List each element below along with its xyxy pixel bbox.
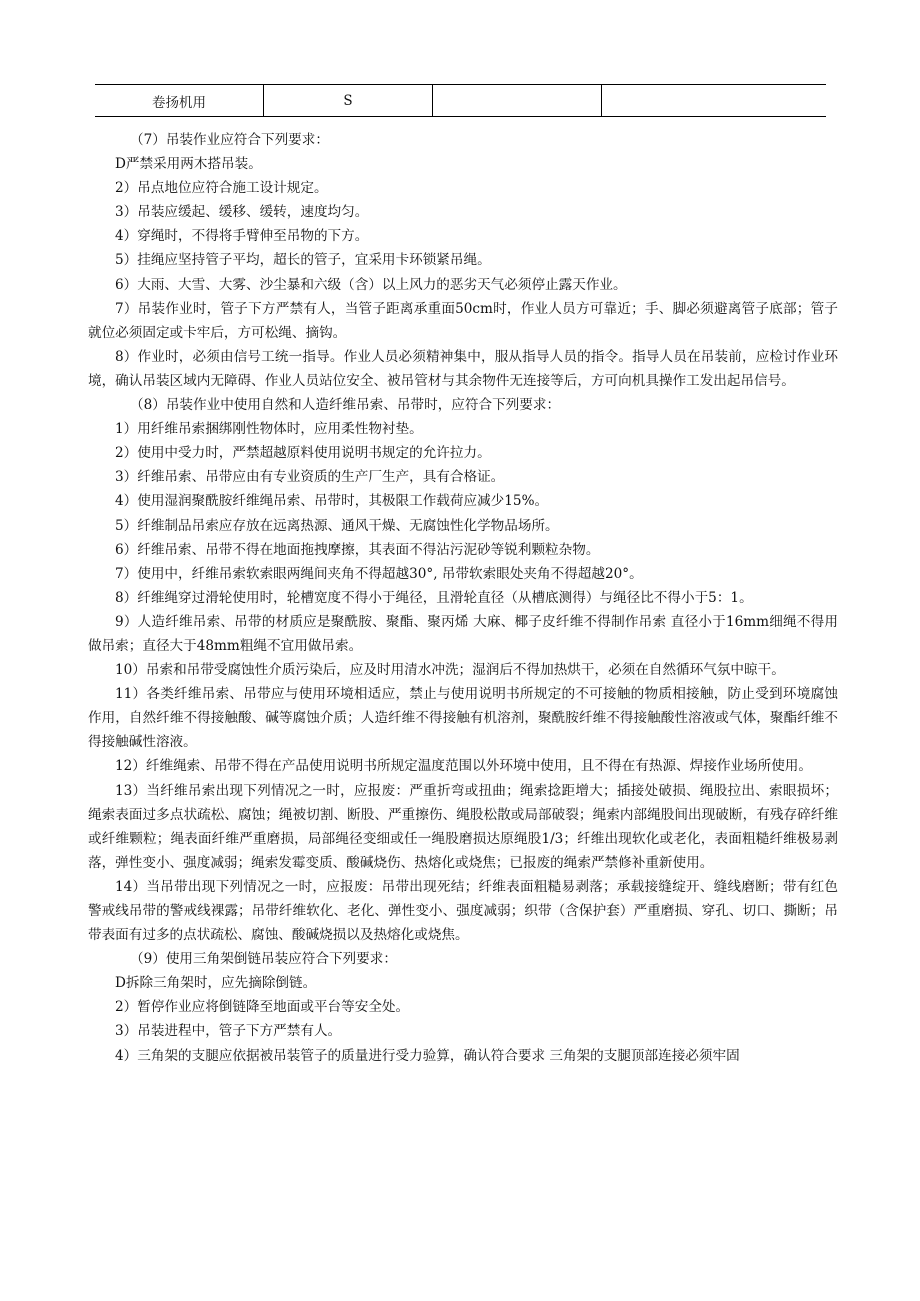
paragraph: 10）吊索和吊带受腐蚀性介质污染后，应及时用清水冲洗；湿润后不得加热烘干，必须在自然循环气氛中晾干。 xyxy=(115,662,785,679)
paragraph: 8）纤维绳穿过滑轮使用时，轮槽宽度不得小于绳径，且滑轮直径（从槽底测得）与绳径比不得小于5：1。 xyxy=(115,589,753,606)
table-cell xyxy=(433,85,602,117)
table-cell: S xyxy=(264,85,433,117)
paragraph: 6）纤维吊索、吊带不得在地面拖拽摩擦，其表面不得沾污泥砂等锐利颗粒杂物。 xyxy=(115,541,600,558)
paragraph: 13）当纤维吊索出现下列情况之一时，应报废：严重折弯或扭曲；绳索捻距增大；插接处破损、绳股拉出、索眼损坏；绳索表面过多点状疏松、腐蚀；绳被切割、断股、严重擦伤、绳股松散或局部破裂；绳索内部绳股间出现破断，有残存碎纤维或纤维颗粒；绳表面纤维严重磨损，局部绳径变细或任一绳股磨损达原绳股1/3；纤维出现软化或老化，表面粗糙纤维极易剥落，弹性变小、强度减弱；绳索发霉变质、酸碱烧伤、热熔化或烧焦；已报废的绳索严禁修补重新使用。 xyxy=(88,782,838,871)
equipment-table xyxy=(95,84,826,117)
paragraph: 1）用纤维吊索捆绑刚性物体时，应用柔性物衬垫。 xyxy=(115,421,423,438)
paragraph: D严禁采用两木搭吊装。 xyxy=(115,156,262,173)
paragraph: 7）吊装作业时，管子下方严禁有人，当管子距离承重面50cm时，作业人员方可靠近；手、脚必须避离管子底部；管子就位必须固定或卡牢后，方可松绳、摘钩。 xyxy=(88,300,838,341)
paragraph: 7）使用中，纤维吊索软索眼两绳间夹角不得超越30°, 吊带软索眼处夹角不得超越20°。 xyxy=(115,565,643,582)
paragraph: 2）使用中受力时，严禁超越原料使用说明书规定的允许拉力。 xyxy=(115,445,491,462)
paragraph: 2）吊点地位应符合施工设计规定。 xyxy=(115,180,328,197)
paragraph: 9）人造纤维吊索、吊带的材质应是聚酰胺、聚酯、聚丙烯 大麻、椰子皮纤维不得制作吊索 直径小于16mm细绳不得用做吊索；直径大于48mm粗绳不宜用做吊索。 xyxy=(88,613,838,654)
paragraph: （9）使用三角架倒链吊装应符合下列要求： xyxy=(130,951,397,968)
paragraph: 8）作业时，必须由信号工统一指导。作业人员必须精神集中，服从指导人员的指令。指导人员在吊装前，应检讨作业环境，确认吊装区域内无障碍、作业人员站位安全、被吊管材与其余物件无连接等后，方可向机具操作工发出起吊信号。 xyxy=(88,348,838,389)
paragraph: 12）纤维绳索、吊带不得在产品使用说明书所规定温度范围以外环境中使用，且不得在有热源、焊接作业场所使用。 xyxy=(115,758,812,775)
paragraph: （8）吊装作业中使用自然和人造纤维吊索、吊带时，应符合下列要求： xyxy=(130,397,561,414)
paragraph: 5）纤维制品吊索应存放在远离热源、通风干燥、无腐蚀性化学物品场所。 xyxy=(115,517,559,534)
paragraph: 4）穿绳时，不得将手臂伸至吊物的下方。 xyxy=(115,228,369,245)
paragraph: 14）当吊带出现下列情况之一时，应报废：吊带出现死结；纤维表面粗糙易剥落；承载接缝绽开、缝线磨断；带有红色警戒线吊带的警戒线裸露；吊带纤维软化、老化、弹性变小、强度减弱；织带（含保护套）严重磨损、穿孔、切口、撕断；吊带表面有过多的点状疏松、腐蚀、酸碱烧损以及热熔化或烧焦。 xyxy=(88,878,838,944)
body-text xyxy=(88,128,838,1068)
table-cell: 卷扬机用 xyxy=(95,85,264,117)
paragraph: 5）挂绳应坚持管子平均，超长的管子，宜采用卡环锁紧吊绳。 xyxy=(115,252,491,269)
paragraph: 4）使用湿润聚酰胺纤维绳吊索、吊带时，其极限工作载荷应减少15%。 xyxy=(115,493,549,510)
paragraph: 4）三角架的支腿应依据被吊装管子的质量进行受力验算，确认符合要求 三角架的支腿顶部连接必须牢固 xyxy=(115,1047,740,1064)
paragraph: 3）吊装进程中，管子下方严禁有人。 xyxy=(115,1023,342,1040)
paragraph: 3）纤维吊索、吊带应由有专业资质的生产厂生产，具有合格证。 xyxy=(115,469,505,486)
paragraph: 2）暂停作业应将倒链降至地面或平台等安全处。 xyxy=(115,999,410,1016)
paragraph: （7）吊装作业应符合下列要求： xyxy=(130,132,329,148)
paragraph: 3）吊装应缓起、缓移、缓转，速度均匀。 xyxy=(115,204,369,221)
paragraph: D拆除三角架时，应先摘除倒链。 xyxy=(115,975,317,992)
paragraph: 11）各类纤维吊索、吊带应与使用环境相适应，禁止与使用说明书所规定的不可接触的物质相接触，防止受到环境腐蚀作用，自然纤维不得接触酸、碱等腐蚀介质；人造纤维不得接触有机溶剂，聚酰胺纤维不得接触酸性溶液或气体，聚酯纤维不得接触碱性溶液。 xyxy=(88,686,838,751)
table-row xyxy=(95,85,826,117)
paragraph: 6）大雨、大雪、大雾、沙尘暴和六级（含）以上风力的恶劣天气必须停止露天作业。 xyxy=(115,276,627,293)
table-cell xyxy=(602,85,827,117)
